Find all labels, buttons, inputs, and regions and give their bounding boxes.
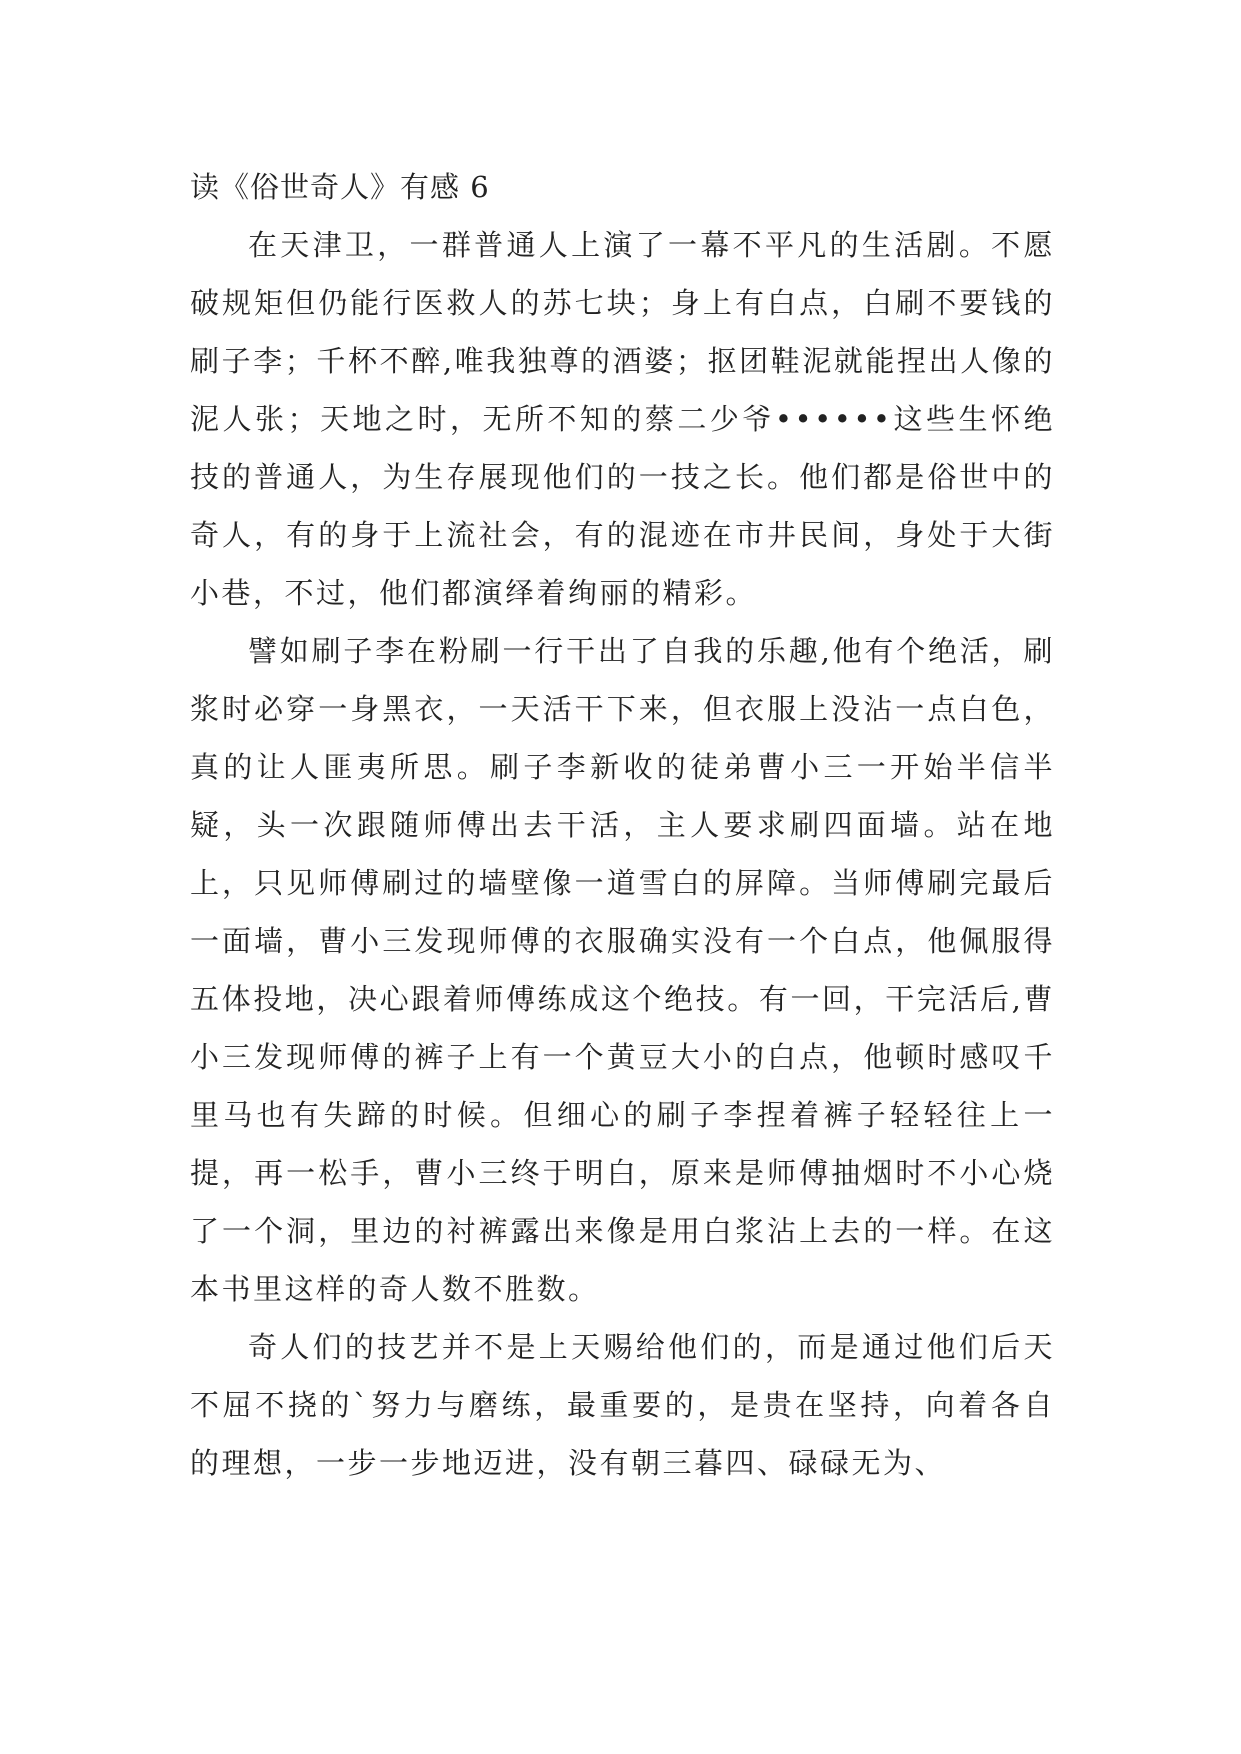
paragraph-intro: 在天津卫，一群普通人上演了一幕不平凡的生活剧。不愿破规矩但仍能行医救人的苏七块；身上有白点，白刷不要钱的刷子李；千杯不醉,唯我独尊的酒婆；抠团鞋泥就能捏出人像的泥人张；天地之时，无所不知的蔡二少爷••••••这些生怀绝技的普通人，为生存展现他们的一技之长。他们都是俗世中的奇人，有的身于上流社会，有的混迹在市井民间，身处于大街小巷，不过，他们都演绎着绚丽的精彩。: [190, 228, 1055, 610]
paragraph-perseverance: 奇人们的技艺并不是上天赐给他们的，而是通过他们后天不屈不挠的`努力与磨练，最重要的，是贵在坚持，向着各自的理想，一步一步地迈进，没有朝三暮四、碌碌无为、: [190, 1330, 1055, 1480]
paragraph-brush-li: 譬如刷子李在粉刷一行干出了自我的乐趣,他有个绝活，刷浆时必穿一身黑衣，一天活干下来，但衣服上没沾一点白色，真的让人匪夷所思。刷子李新收的徒弟曹小三一开始半信半疑，头一次跟随师傅出去干活，主人要求刷四面墙。站在地上，只见师傅刷过的墙壁像一道雪白的屏障。当师傅刷完最后一面墙，曹小三发现师傅的衣服确实没有一个白点，他佩服得五体投地，决心跟着师傅练成这个绝技。有一回，干完活后,曹小三发现师傅的裤子上有一个黄豆大小的白点，他顿时感叹千里马也有失蹄的时候。但细心的刷子李捏着裤子轻轻往上一提，再一松手，曹小三终于明白，原来是师傅抽烟时不小心烧了一个洞，里边的衬裤露出来像是用白浆沾上去的一样。在这本书里这样的奇人数不胜数。: [190, 634, 1055, 1306]
document-body: [190, 158, 1055, 1492]
document-title: 读《俗世奇人》有感 6: [190, 170, 490, 204]
